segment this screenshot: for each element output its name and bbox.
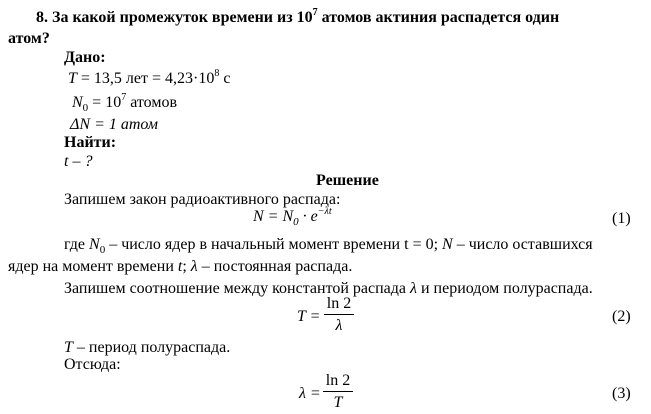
N0-symbol: N bbox=[72, 94, 83, 111]
eq3-fraction bbox=[323, 372, 353, 411]
eq2-denominator: λ bbox=[335, 317, 343, 334]
problem-statement-line2: атом? bbox=[8, 30, 50, 47]
given-heading: Дано: bbox=[64, 49, 106, 66]
T-symbol: T bbox=[68, 70, 77, 87]
problem-number: 8. bbox=[36, 9, 48, 26]
equation-3-number: (3) bbox=[612, 385, 631, 402]
eq1-exp-base: · e bbox=[302, 208, 318, 225]
line4-tail: и периодом полураспада. bbox=[420, 280, 593, 297]
solution-where-line bbox=[64, 236, 593, 255]
eq2-fraction-bar bbox=[324, 314, 354, 315]
eq3-denominator: T bbox=[333, 394, 343, 411]
problem-text-tail: атомов актиния распадется один bbox=[321, 9, 560, 26]
given-N0 bbox=[72, 94, 177, 114]
eq3-lhs: λ = bbox=[299, 385, 321, 402]
where-word: где bbox=[64, 236, 86, 253]
equation-1 bbox=[253, 208, 332, 228]
solution-line5 bbox=[64, 339, 230, 357]
problem-text: За какой промежуток времени из 10 bbox=[52, 9, 313, 26]
eq2-numerator: ln 2 bbox=[326, 295, 352, 312]
line3-desc: – постоянная распада. bbox=[201, 258, 353, 275]
solution-line3 bbox=[8, 258, 352, 276]
line3-semicolon: ; bbox=[182, 258, 187, 275]
equation-2-number: (2) bbox=[612, 308, 631, 325]
solution-line1: Запишем закон радиоактивного распада: bbox=[64, 191, 341, 208]
where-N-symbol: N bbox=[442, 236, 453, 253]
line3-lambda-symbol: λ bbox=[190, 258, 198, 275]
where-N-desc: – число оставшихся bbox=[456, 236, 593, 253]
line4-lambda-symbol: λ bbox=[410, 280, 417, 297]
eq2-fraction bbox=[324, 295, 354, 334]
N0-value: = 10 bbox=[92, 94, 122, 111]
line4-text: Запишем соотношение между константой распада bbox=[64, 280, 407, 297]
problem-exponent: 7 bbox=[312, 7, 318, 18]
N0-subscript: 0 bbox=[82, 102, 89, 114]
solution-heading: Решение bbox=[316, 172, 379, 189]
where-N0-subscript: 0 bbox=[99, 244, 106, 256]
T-unit: с bbox=[223, 70, 231, 87]
problem-statement-line1 bbox=[36, 9, 559, 29]
eq1-lhs: N = N bbox=[253, 208, 294, 225]
line3-text: ядер на момент времени bbox=[8, 258, 174, 275]
given-T bbox=[68, 70, 230, 90]
line5-T-symbol: T bbox=[64, 339, 73, 356]
N0-exponent: 7 bbox=[121, 92, 127, 103]
find-value: t – ? bbox=[64, 153, 93, 170]
eq1-subscript: 0 bbox=[293, 216, 299, 228]
eq2-lhs: T = bbox=[297, 308, 321, 325]
line5-text: – период полураспада. bbox=[76, 339, 231, 356]
eq3-numerator: ln 2 bbox=[325, 372, 351, 389]
T-value: = 13,5 лет = 4,23·10 bbox=[80, 70, 215, 87]
eq1-exponent: −λt bbox=[317, 206, 332, 217]
where-N0-symbol: N bbox=[89, 236, 100, 253]
equation-1-number: (1) bbox=[612, 210, 631, 227]
line3-t-symbol: t bbox=[177, 258, 183, 275]
solution-line6: Отсюда: bbox=[64, 356, 121, 373]
where-N0-desc: – число ядер в начальный момент времени t = 0; bbox=[109, 236, 439, 253]
find-heading: Найти: bbox=[64, 134, 117, 151]
given-deltaN: ΔN = 1 атом bbox=[70, 116, 159, 133]
T-exponent: 8 bbox=[214, 68, 220, 79]
N0-unit: атомов bbox=[130, 94, 178, 111]
eq3-fraction-bar bbox=[323, 391, 353, 392]
